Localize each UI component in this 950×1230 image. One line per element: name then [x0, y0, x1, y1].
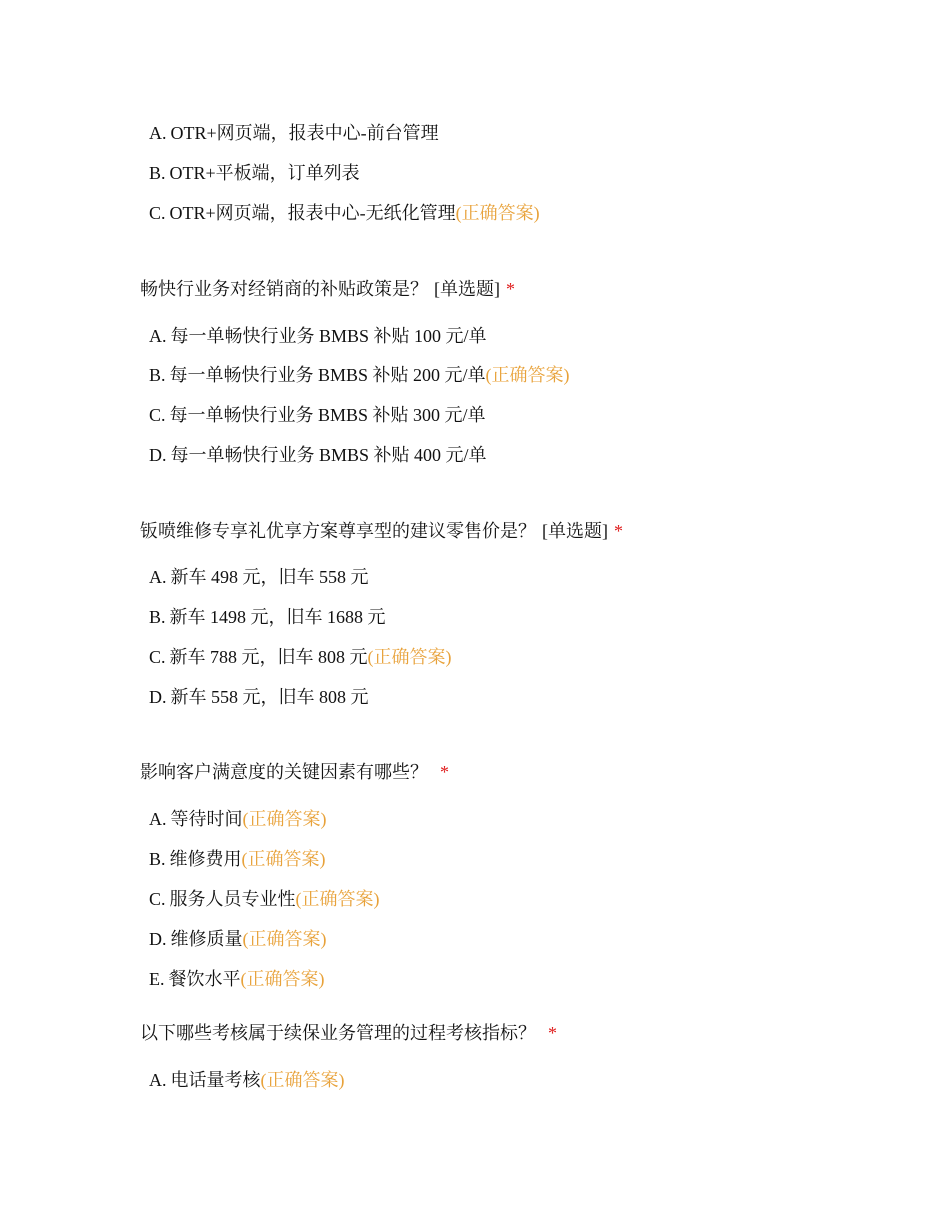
question-type: [单选题]: [542, 521, 608, 541]
option-4c: [149, 887, 380, 911]
option-letter: A.: [149, 1070, 167, 1090]
correct-answer-tag: (正确答案): [295, 889, 380, 909]
required-star: *: [440, 762, 449, 782]
option-1b: [149, 161, 360, 185]
correct-answer-tag: (正确答案): [485, 365, 570, 385]
option-text: 新车 1498 元，旧车 1688 元: [169, 607, 386, 627]
option-1c: [149, 201, 540, 225]
option-4b: [149, 847, 326, 871]
question-type: [单选题]: [434, 279, 500, 299]
option-letter: A.: [149, 326, 167, 346]
question-text: 以下哪些考核属于续保业务管理的过程考核指标？: [140, 1023, 536, 1043]
option-text: 新车 788 元，旧车 808 元: [169, 647, 368, 667]
option-text: 新车 558 元，旧车 808 元: [170, 687, 369, 707]
option-4d: [149, 927, 327, 951]
correct-answer-tag: (正确答案): [242, 929, 327, 949]
correct-answer-tag: (正确答案): [260, 1070, 345, 1090]
required-star: *: [506, 279, 515, 299]
option-text: 餐饮水平: [168, 969, 241, 989]
option-5a: [149, 1068, 345, 1092]
question-title: [140, 1021, 557, 1045]
required-star: *: [548, 1023, 557, 1043]
option-2d: [149, 443, 487, 467]
option-letter: D.: [149, 929, 167, 949]
option-letter: E.: [149, 969, 165, 989]
question-title: [140, 760, 449, 784]
option-letter: B.: [149, 365, 166, 385]
option-text: 维修费用: [169, 849, 242, 869]
option-letter: C.: [149, 405, 166, 425]
option-text: 每一单畅快行业务 BMBS 补贴 100 元/单: [170, 326, 487, 346]
question-title: [140, 519, 623, 543]
correct-answer-tag: (正确答案): [367, 647, 452, 667]
option-2c: [149, 403, 486, 427]
option-2a: [149, 324, 487, 348]
question-title: [140, 277, 515, 301]
option-1a: [149, 121, 439, 145]
option-text: 服务人员专业性: [169, 889, 296, 909]
option-text: 新车 498 元，旧车 558 元: [170, 567, 369, 587]
option-letter: C.: [149, 203, 166, 223]
option-text: 每一单畅快行业务 BMBS 补贴 200 元/单: [169, 365, 486, 385]
option-3a: [149, 565, 369, 589]
option-text: OTR+平板端，订单列表: [169, 163, 360, 183]
option-letter: B.: [149, 607, 166, 627]
option-letter: B.: [149, 163, 166, 183]
option-text: 维修质量: [170, 929, 243, 949]
option-text: 电话量考核: [170, 1070, 261, 1090]
option-2b: [149, 363, 570, 387]
option-3b: [149, 605, 386, 629]
option-3c: [149, 645, 452, 669]
option-letter: C.: [149, 889, 166, 909]
correct-answer-tag: (正确答案): [241, 849, 326, 869]
question-text: 畅快行业务对经销商的补贴政策是？: [140, 279, 428, 299]
option-text: OTR+网页端，报表中心-无纸化管理: [169, 203, 456, 223]
option-letter: A.: [149, 567, 167, 587]
option-letter: C.: [149, 647, 166, 667]
option-letter: A.: [149, 809, 167, 829]
correct-answer-tag: (正确答案): [455, 203, 540, 223]
correct-answer-tag: (正确答案): [240, 969, 325, 989]
question-text: 钣喷维修专享礼优享方案尊享型的建议零售价是？: [140, 521, 536, 541]
option-text: 每一单畅快行业务 BMBS 补贴 300 元/单: [169, 405, 486, 425]
option-letter: B.: [149, 849, 166, 869]
option-letter: A.: [149, 123, 167, 143]
option-letter: D.: [149, 687, 167, 707]
correct-answer-tag: (正确答案): [242, 809, 327, 829]
option-letter: D.: [149, 445, 167, 465]
required-star: *: [614, 521, 623, 541]
option-text: 每一单畅快行业务 BMBS 补贴 400 元/单: [170, 445, 487, 465]
question-text: 影响客户满意度的关键因素有哪些？: [140, 762, 428, 782]
option-text: 等待时间: [170, 809, 243, 829]
option-4a: [149, 807, 327, 831]
option-text: OTR+网页端，报表中心-前台管理: [170, 123, 439, 143]
option-3d: [149, 685, 369, 709]
option-4e: [149, 967, 325, 991]
